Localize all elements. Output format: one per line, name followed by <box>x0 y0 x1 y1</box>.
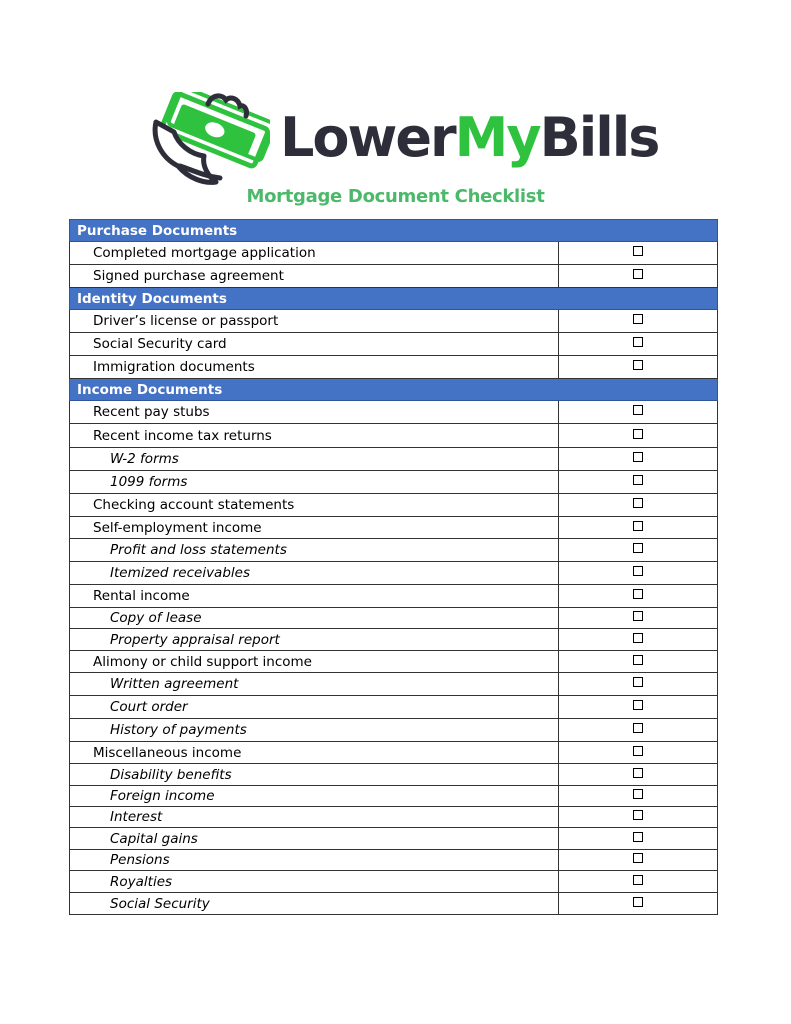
checklist-item-row <box>70 242 718 265</box>
hand-holding-money-icon <box>150 92 270 188</box>
checkbox-cell <box>559 673 718 696</box>
checkbox[interactable] <box>633 452 643 462</box>
checkbox[interactable] <box>633 543 643 553</box>
logo-text-bills: Bills <box>539 106 659 169</box>
checklist-item-row <box>70 356 718 379</box>
document-checklist-table <box>69 219 718 915</box>
checkbox[interactable] <box>633 475 643 485</box>
checkbox[interactable] <box>633 566 643 576</box>
checklist-subitem-row <box>70 673 718 696</box>
checklist-item-label: Capital gains <box>70 828 559 850</box>
checklist-item-label: Miscellaneous income <box>70 742 559 764</box>
checklist-subitem-row <box>70 719 718 742</box>
checklist-subitem-row <box>70 562 718 585</box>
checkbox[interactable] <box>633 360 643 370</box>
checklist-subitem-row <box>70 764 718 786</box>
checklist-item-row <box>70 494 718 517</box>
checkbox[interactable] <box>633 832 643 842</box>
checkbox[interactable] <box>633 405 643 415</box>
checklist-item-label: Property appraisal report <box>70 629 559 651</box>
checkbox[interactable] <box>633 611 643 621</box>
section-header <box>70 220 718 242</box>
checkbox-cell <box>559 608 718 629</box>
checkbox-cell <box>559 424 718 448</box>
checklist-item-label: Written agreement <box>70 673 559 696</box>
checkbox[interactable] <box>633 314 643 324</box>
checklist-item-label: 1099 forms <box>70 471 559 494</box>
checklist-item-label: Court order <box>70 696 559 719</box>
checklist-item-label: Checking account statements <box>70 494 559 517</box>
checkbox[interactable] <box>633 875 643 885</box>
checklist-item-row <box>70 517 718 539</box>
checkbox[interactable] <box>633 789 643 799</box>
checklist-item-row <box>70 333 718 356</box>
checklist-subitem-row <box>70 871 718 893</box>
checklist-item-label: Interest <box>70 807 559 828</box>
checkbox-cell <box>559 310 718 333</box>
checkbox-cell <box>559 494 718 517</box>
logo-text-my: My <box>454 106 540 169</box>
checkbox-cell <box>559 742 718 764</box>
checkbox-cell <box>559 562 718 585</box>
checkbox-cell <box>559 242 718 265</box>
checkbox-cell <box>559 265 718 288</box>
checkbox-cell <box>559 471 718 494</box>
checkbox[interactable] <box>633 768 643 778</box>
logo-text-lower: Lower <box>280 106 455 169</box>
checklist-item-label: Social Security <box>70 893 559 915</box>
checklist-subitem-row <box>70 629 718 651</box>
checkbox-cell <box>559 356 718 379</box>
checklist-item-row <box>70 742 718 764</box>
checkbox-cell <box>559 719 718 742</box>
checkbox-cell <box>559 401 718 424</box>
checklist-item-label: Itemized receivables <box>70 562 559 585</box>
checklist-item-row <box>70 585 718 608</box>
checkbox-cell <box>559 850 718 871</box>
checklist-item-label: W-2 forms <box>70 448 559 471</box>
checklist-item-label: Self-employment income <box>70 517 559 539</box>
checkbox-cell <box>559 764 718 786</box>
checklist-item-label: Social Security card <box>70 333 559 356</box>
checkbox[interactable] <box>633 429 643 439</box>
checklist-item-label: Recent pay stubs <box>70 401 559 424</box>
checklist-subitem-row <box>70 608 718 629</box>
checkbox-cell <box>559 893 718 915</box>
checklist-item-label: Pensions <box>70 850 559 871</box>
checklist-subitem-row <box>70 696 718 719</box>
checklist-subitem-row <box>70 786 718 807</box>
checkbox[interactable] <box>633 337 643 347</box>
checklist-item-row <box>70 651 718 673</box>
checkbox-cell <box>559 539 718 562</box>
checkbox-cell <box>559 333 718 356</box>
checklist-subitem-row <box>70 828 718 850</box>
brand-logo <box>150 92 659 188</box>
checkbox[interactable] <box>633 746 643 756</box>
checkbox-cell <box>559 871 718 893</box>
checklist-item-label: Completed mortgage application <box>70 242 559 265</box>
checkbox-cell <box>559 448 718 471</box>
checklist-subitem-row <box>70 448 718 471</box>
checklist-item-row <box>70 310 718 333</box>
checklist-subitem-row <box>70 807 718 828</box>
checklist-item-label: History of payments <box>70 719 559 742</box>
checkbox-cell <box>559 828 718 850</box>
checkbox-cell <box>559 629 718 651</box>
checklist-subitem-row <box>70 893 718 915</box>
section-header <box>70 379 718 401</box>
logo-wordmark <box>280 106 658 170</box>
checklist-item-row <box>70 424 718 448</box>
checkbox[interactable] <box>633 521 643 531</box>
checkbox-cell <box>559 696 718 719</box>
checkbox[interactable] <box>633 853 643 863</box>
checklist-subitem-row <box>70 850 718 871</box>
checkbox[interactable] <box>633 589 643 599</box>
checklist-item-label: Recent income tax returns <box>70 424 559 448</box>
checkbox-cell <box>559 651 718 673</box>
checklist-item-row <box>70 265 718 288</box>
checkbox-cell <box>559 585 718 608</box>
checkbox[interactable] <box>633 677 643 687</box>
checklist-item-label: Foreign income <box>70 786 559 807</box>
checklist-item-row <box>70 401 718 424</box>
page-title: Mortgage Document Checklist <box>246 186 545 207</box>
checkbox[interactable] <box>633 723 643 733</box>
checkbox-cell <box>559 517 718 539</box>
section-header <box>70 288 718 310</box>
section-title: Income Documents <box>70 379 718 401</box>
checkbox[interactable] <box>633 810 643 820</box>
checklist-item-label: Driver’s license or passport <box>70 310 559 333</box>
checklist-item-label: Disability benefits <box>70 764 559 786</box>
checklist-item-label: Signed purchase agreement <box>70 265 559 288</box>
checkbox[interactable] <box>633 269 643 279</box>
checkbox-cell <box>559 807 718 828</box>
checkbox[interactable] <box>633 655 643 665</box>
checklist-item-label: Profit and loss statements <box>70 539 559 562</box>
checklist-item-label: Copy of lease <box>70 608 559 629</box>
checklist-item-label: Rental income <box>70 585 559 608</box>
checklist-subitem-row <box>70 471 718 494</box>
checklist-item-label: Alimony or child support income <box>70 651 559 673</box>
checkbox[interactable] <box>633 633 643 643</box>
checkbox[interactable] <box>633 897 643 907</box>
section-title: Purchase Documents <box>70 220 718 242</box>
checkbox-cell <box>559 786 718 807</box>
checklist-subitem-row <box>70 539 718 562</box>
checkbox[interactable] <box>633 498 643 508</box>
checkbox[interactable] <box>633 700 643 710</box>
checklist-item-label: Immigration documents <box>70 356 559 379</box>
section-title: Identity Documents <box>70 288 718 310</box>
checkbox[interactable] <box>633 246 643 256</box>
checklist-item-label: Royalties <box>70 871 559 893</box>
